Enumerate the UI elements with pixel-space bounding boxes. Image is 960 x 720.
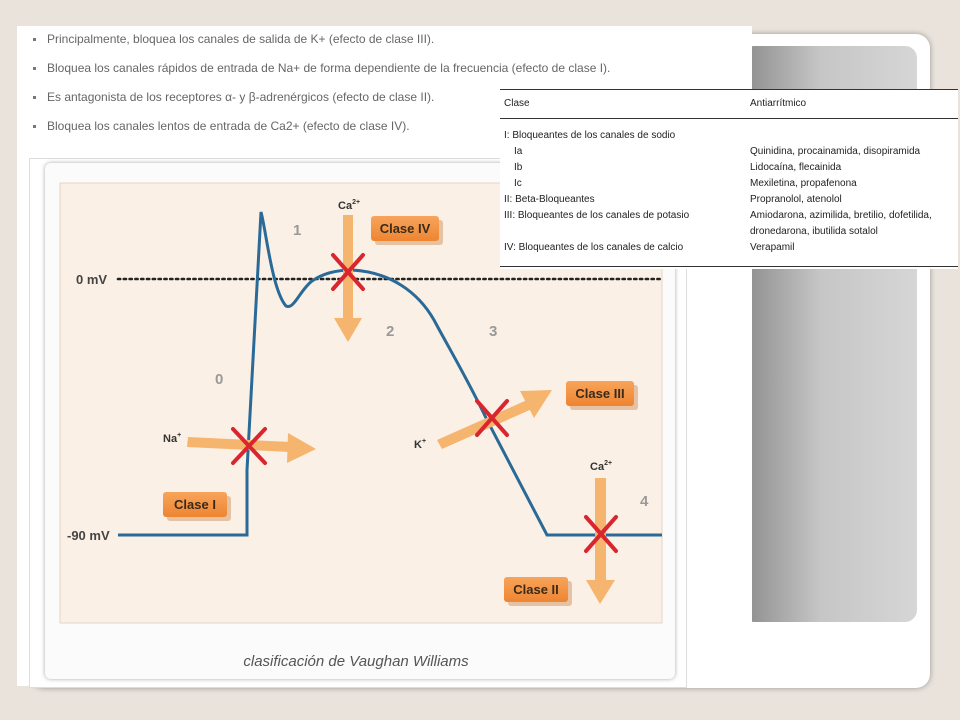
zero-mv-label: 0 mV xyxy=(76,272,108,287)
bullet-item: Es antagonista de los receptores α- y β-adrenérgicos (efecto de clase II). xyxy=(30,90,610,119)
class-ii-badge xyxy=(504,577,572,606)
antiarrhythmic-class-table xyxy=(500,89,958,269)
table-row: III: Bloqueantes de los canales de potasio Amiodarona, azimilida, bretilio, dofetilida, xyxy=(504,210,932,221)
table-row: IV: Bloqueantes de los canales de calcio Verapamil xyxy=(504,242,795,253)
bullet-item: Principalmente, bloquea los canales de salida de K+ (efecto de clase III). xyxy=(30,32,610,61)
bullet-item: Bloquea los canales rápidos de entrada de Na+ de forma dependiente de la frecuencia (efecto de clase I). xyxy=(30,61,610,90)
minus-90-mv-label: -90 mV xyxy=(67,528,110,543)
class-iv-badge xyxy=(371,216,443,245)
svg-text:Clase I: Clase I xyxy=(174,497,216,512)
table-row: II: Beta-Bloqueantes Propranolol, atenolol xyxy=(504,194,842,205)
figure-caption: clasificación de Vaughan Williams xyxy=(243,653,469,670)
sodium-ion-label: Na+ xyxy=(163,432,182,445)
class-iii-badge xyxy=(566,381,638,410)
calcium-top-ion-label: $Ca^{2+}$ xyxy=(338,199,361,212)
phase-4-label: 4 xyxy=(640,493,649,510)
table-row: Ic Mexiletina, propafenona xyxy=(514,178,857,189)
table-row: Ib Lidocaína, flecainida xyxy=(514,162,842,173)
phase-1-label: 1 xyxy=(293,222,302,239)
potassium-ion-label: K+ xyxy=(414,438,427,451)
svg-text:Clase III: Clase III xyxy=(575,386,625,401)
table-header-row xyxy=(504,98,954,114)
header-antiarrhythmic: Antiarrítmico xyxy=(750,98,807,109)
svg-text:Clase II: Clase II xyxy=(513,582,559,597)
phase-0-label: 0 xyxy=(215,371,224,388)
table-row: I: Bloqueantes de los canales de sodio xyxy=(504,130,676,141)
table-row: Ia Quinidina, procainamida, disopiramida xyxy=(514,146,921,157)
header-class: Clase xyxy=(504,98,530,109)
bullet-item: Bloquea los canales lentos de entrada de Ca2+ (efecto de clase IV). xyxy=(30,119,610,148)
svg-text:Clase IV: Clase IV xyxy=(379,221,431,236)
table-row: dronedarona, ibutilida sotalol xyxy=(750,226,878,237)
calcium-bottom-ion-label: $Ca^{2+}$ xyxy=(590,460,613,473)
class-i-badge xyxy=(163,492,231,521)
phase-3-label: 3 xyxy=(489,323,498,340)
phase-2-label: 2 xyxy=(386,323,395,340)
